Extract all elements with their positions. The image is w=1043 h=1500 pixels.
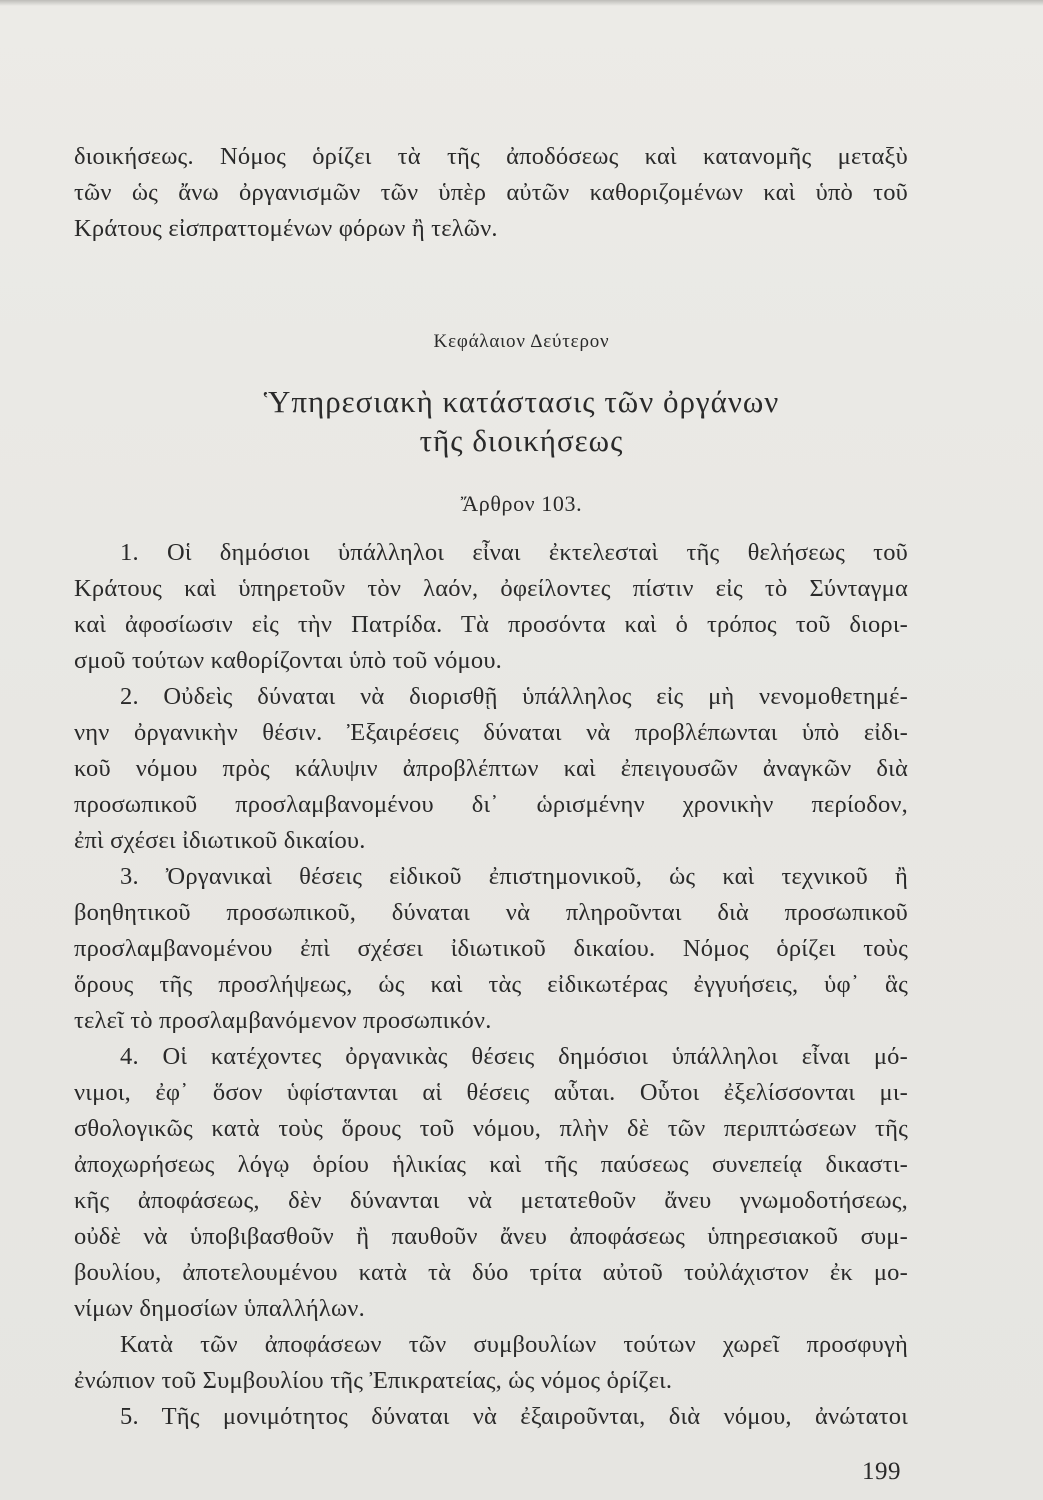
body-line: σμοῦ τούτων καθορίζονται ὑπὸ τοῦ νόμου. xyxy=(74,647,502,674)
body-line: ἐνώπιον τοῦ Συμβουλίου τῆς Ἐπικρατείας, ὡς νόμος ὁρίζει. xyxy=(74,1367,673,1394)
intro-line: διοικήσεως. Νόμος ὁρίζει τὰ τῆς ἀποδόσεως καὶ κατανομῆς μεταξὺ xyxy=(74,143,908,170)
body-line: Κράτους καὶ ὑπηρετοῦν τὸν λαόν, ὀφείλοντες πίστιν εἰς τὸ Σύνταγμα xyxy=(74,575,908,602)
body-line: καὶ ἀφοσίωσιν εἰς τὴν Πατρίδα. Τὰ προσόντα καὶ ὁ τρόπος τοῦ διορι- xyxy=(74,611,908,638)
body-line: σθολογικῶς κατὰ τοὺς ὅρους τοῦ νόμου, πλὴν δὲ τῶν περιπτώσεων τῆς xyxy=(74,1115,908,1142)
body-line: προσλαμβανομένου ἐπὶ σχέσει ἰδιωτικοῦ δικαίου. Νόμος ὁρίζει τοὺς xyxy=(74,935,908,962)
article-title: Ἄρθρον 103. xyxy=(460,491,583,516)
body-line: οὐδὲ νὰ ὑποβιβασθοῦν ἢ παυθοῦν ἄνευ ἀποφάσεως ὑπηρεσιακοῦ συμ- xyxy=(74,1223,908,1250)
section-heading-line-2: τῆς διοικήσεως xyxy=(419,423,624,458)
body-line: 3. Ὀργανικαὶ θέσεις εἰδικοῦ ἐπιστημονικοῦ, ὡς καὶ τεχνικοῦ ἢ xyxy=(120,863,908,890)
body-line: 5. Τῆς μονιμότητος δύναται νὰ ἐξαιροῦνται, διὰ νόμου, ἀνώτατοι xyxy=(120,1403,908,1430)
intro-line: Κράτους εἰσπραττομένων φόρων ἢ τελῶν. xyxy=(74,215,498,242)
section-heading-line-1: Ὑπηρεσιακὴ κατάστασις τῶν ὀργάνων xyxy=(263,384,780,419)
body-line: τελεῖ τὸ προσλαμβανόμενον προσωπικόν. xyxy=(74,1007,492,1034)
body-line: νιμοι, ἐφ᾽ ὅσον ὑφίστανται αἱ θέσεις αὗται. Οὗτοι ἐξελίσσονται μι- xyxy=(74,1079,908,1106)
body-line: ἀποχωρήσεως λόγῳ ὁρίου ἡλικίας καὶ τῆς παύσεως συνεπείᾳ δικαστι- xyxy=(74,1151,908,1178)
body-line: κοῦ νόμου πρὸς κάλυψιν ἀπροβλέπτων καὶ ἐπειγουσῶν ἀναγκῶν διὰ xyxy=(74,755,908,782)
body-line: Κατὰ τῶν ἀποφάσεων τῶν συμβουλίων τούτων χωρεῖ προσφυγὴ xyxy=(120,1331,908,1358)
page-number: 199 xyxy=(862,1458,901,1485)
body-line: ὅρους τῆς προσλήψεως, ὡς καὶ τὰς εἰδικωτέρας ἐγγυήσεις, ὑφ᾽ ἃς xyxy=(74,971,908,998)
body-line: βοηθητικοῦ προσωπικοῦ, δύναται νὰ πληροῦνται διὰ προσωπικοῦ xyxy=(74,899,908,926)
body-line: ἐπὶ σχέσει ἰδιωτικοῦ δικαίου. xyxy=(74,827,366,854)
intro-line: τῶν ὡς ἄνω ὀργανισμῶν τῶν ὑπὲρ αὐτῶν καθοριζομένων καὶ ὑπὸ τοῦ xyxy=(74,179,908,206)
body-line: 1. Οἱ δημόσιοι ὑπάλληλοι εἶναι ἐκτελεσταὶ τῆς θελήσεως τοῦ xyxy=(120,539,908,566)
body-line: νην ὀργανικὴν θέσιν. Ἐξαιρέσεις δύναται νὰ προβλέπωνται ὑπὸ εἰδι- xyxy=(74,719,908,746)
body-line: βουλίου, ἀποτελουμένου κατὰ τὰ δύο τρίτα αὐτοῦ τοὐλάχιστον ἐκ μο- xyxy=(74,1259,908,1286)
chapter-label: Κεφάλαιον Δεύτερον xyxy=(433,331,610,352)
body-line: προσωπικοῦ προσλαμβανομένου δι᾽ ὡρισμένην χρονικὴν περίοδον, xyxy=(74,791,908,818)
body-line: 4. Οἱ κατέχοντες ὀργανικὰς θέσεις δημόσιοι ὑπάλληλοι εἶναι μό- xyxy=(120,1043,908,1070)
body-line: νίμων δημοσίων ὑπαλλήλων. xyxy=(74,1295,365,1322)
body-line: 2. Οὐδεὶς δύναται νὰ διορισθῇ ὑπάλληλος εἰς μὴ νενομοθετημέ- xyxy=(120,683,908,710)
page-edge-shadow xyxy=(0,0,1043,6)
body-line: κῆς ἀποφάσεως, δὲν δύνανται νὰ μετατεθοῦν ἄνευ γνωμοδοτήσεως, xyxy=(74,1187,908,1214)
